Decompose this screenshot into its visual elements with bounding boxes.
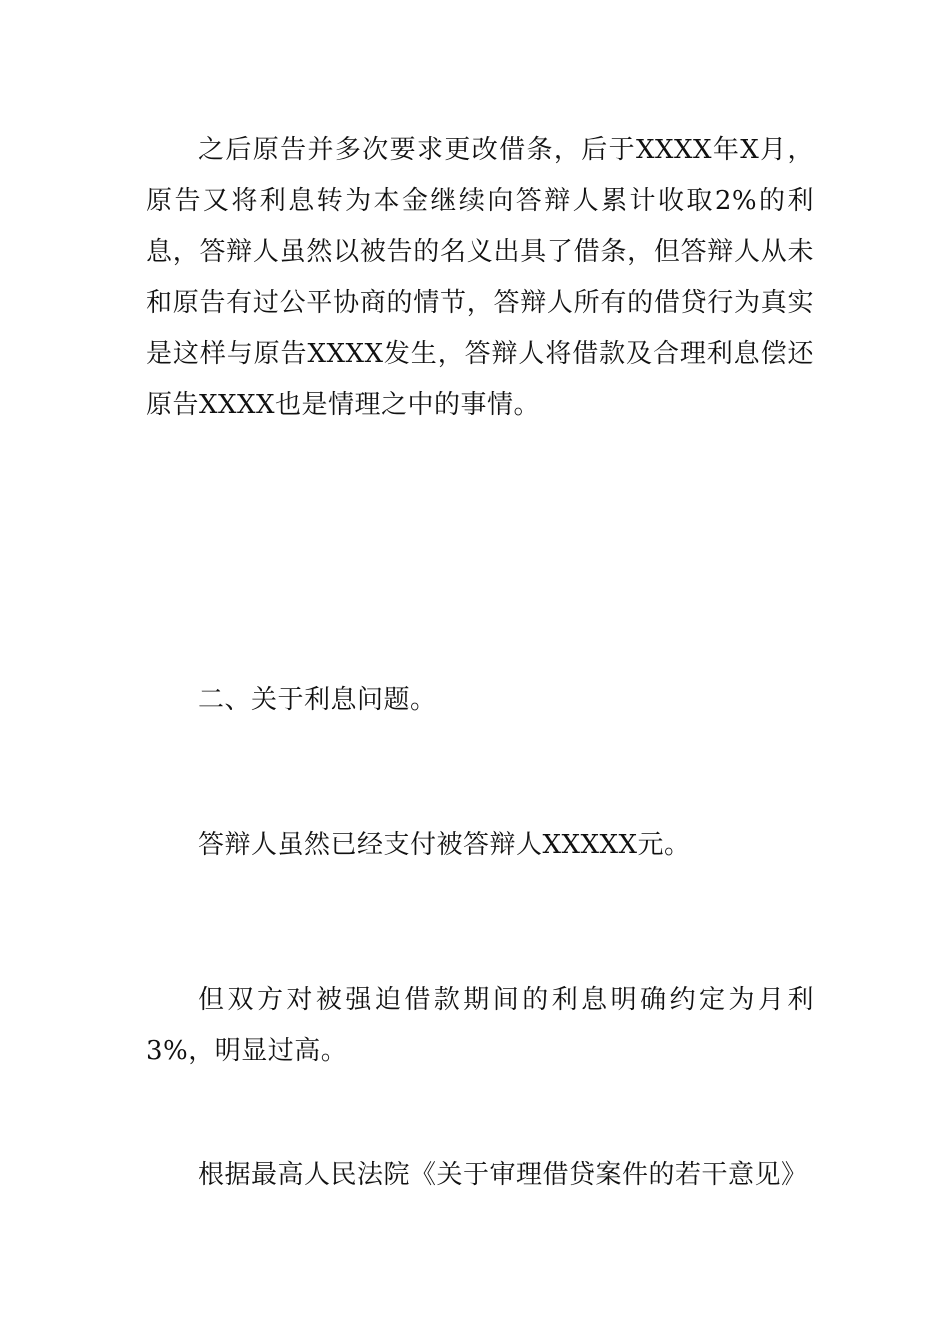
paragraph-loan-note-background: 之后原告并多次要求更改借条，后于XXXX年X月，原告又将利息转为本金继续向答辩人累计收取2%的利息，答辩人虽然以被告的名义出具了借条，但答辩人从未和原告有过公平协商的情节，答辩人所有的借贷行为真实是这样与原告XXXX发生，答辩人将借款及合理利息偿还原告XXXX也是情理之中的事情。 — [146, 135, 814, 420]
section-heading-interest: 二、关于利息问题。 — [198, 685, 437, 715]
paragraph-payment-made: 答辩人虽然已经支付被答辩人XXXXX元。 — [198, 830, 691, 860]
paragraph-legal-basis: 根据最高人民法院《关于审理借贷案件的若干意见》 — [198, 1160, 808, 1190]
paragraph-interest-rate: 但双方对被强迫借款期间的利息明确约定为月利3%，明显过高。 — [146, 985, 814, 1066]
